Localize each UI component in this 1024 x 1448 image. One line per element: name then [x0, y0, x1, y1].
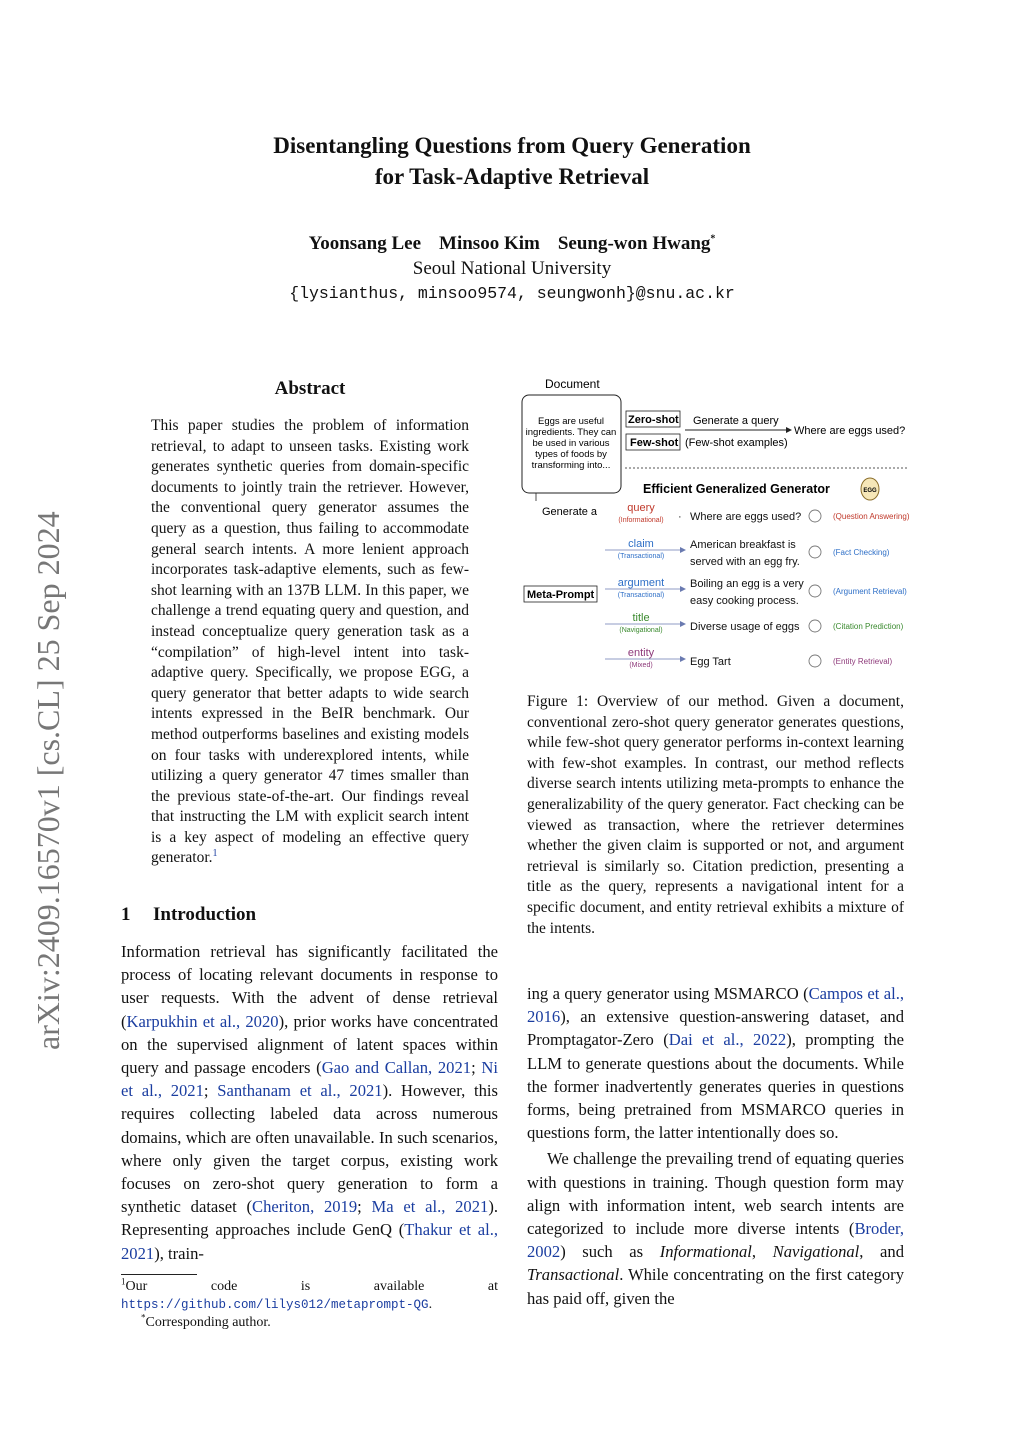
intro-text: ; [357, 1197, 372, 1217]
task-label: (Argument Retrieval) [833, 587, 907, 596]
doc-line: types of foods by [535, 449, 607, 460]
intro-text: ), train- [154, 1243, 204, 1263]
intro-right-column [527, 982, 904, 1310]
abstract-body [151, 416, 469, 869]
citation-link[interactable]: Campos et al., 2016 [527, 984, 905, 1027]
paper-title [0, 130, 1024, 192]
chip-icon [809, 655, 821, 667]
author-names [0, 231, 1024, 256]
intro-text: ) such as [560, 1242, 660, 1262]
title-line-1: Disentangling Questions from Query Generation [273, 133, 751, 158]
citation-link[interactable]: Ma et al., 2021 [371, 1197, 489, 1217]
intent-category-label: (Transactional) [617, 592, 665, 599]
abstract-heading: Abstract [274, 378, 346, 399]
doc-line: ingredients. They can [525, 427, 617, 438]
author-2: Minsoo Kim [439, 233, 540, 254]
egg-badge: EGG [863, 488, 877, 494]
footnote-rule [121, 1274, 197, 1275]
row-arrowhead [680, 621, 686, 627]
doc-line: Eggs are useful [537, 416, 605, 427]
author-block [0, 231, 1024, 306]
intro-text: ), prior works have concentrated on the supervised alignment of latent spaces within query and passage encoders ( [121, 1011, 498, 1078]
globe-icon [809, 546, 821, 558]
footnote-2-text: Corresponding author. [145, 1315, 271, 1330]
intent-type-label: claim [628, 538, 654, 550]
section-number: 1 [121, 904, 131, 925]
footnote-1 [121, 1278, 498, 1314]
zero-shot-label: Zero-shot [628, 414, 679, 426]
intro-text: , and [859, 1242, 904, 1262]
intro-paragraph [527, 982, 904, 1144]
meta-prompt-label: Meta-Prompt [527, 589, 595, 601]
speech-icon [809, 585, 821, 597]
question-mark-icon [809, 510, 821, 522]
row-arrow-dot: · [678, 511, 682, 523]
author-3: Seung-won Hwang* [557, 233, 716, 254]
intent-category-label: (Navigational) [619, 627, 663, 634]
intro-text: ). However, this requires collecting labeled data across numerous domains, which are often unavailable. In such scenarios, where only given the target corpus, existing work focuses on zero-shot query generation to form a synthetic dataset ( [121, 1081, 498, 1217]
footnote-ref-1[interactable]: 1 [212, 848, 218, 860]
generate-a-text: Generate a [542, 506, 598, 518]
affiliation: Seoul National University [412, 258, 612, 279]
intro-text: , [751, 1242, 773, 1262]
section-title: Introduction [153, 904, 257, 925]
citation-link[interactable]: Ni et al., 2021 [121, 1058, 498, 1101]
doc-line: be used in various [532, 438, 610, 449]
task-label: (Entity Retrieval) [833, 657, 893, 666]
intent-category-label: (Informational) [618, 517, 664, 524]
intent-type-label: argument [617, 577, 665, 589]
citation-link[interactable]: Broder, 2002 [527, 1219, 904, 1262]
citation-link[interactable]: Dai et al., 2022 [668, 1030, 787, 1050]
citation-link[interactable]: Gao and Callan, 2021 [321, 1058, 472, 1078]
intro-left-column [121, 940, 498, 1265]
citation-link[interactable]: Thakur et al., 2021 [121, 1220, 498, 1263]
generated-query-text: easy cooking process. [690, 595, 799, 607]
intent-navigational: Navigational [772, 1242, 860, 1262]
footnote-2-mark: * [141, 1312, 146, 1323]
footnote-1-end: . [428, 1297, 433, 1312]
generated-query-text: served with an egg fry. [690, 556, 800, 568]
intro-text: ). Representing approaches include GenQ ( [121, 1197, 498, 1240]
generated-query-text: Boiling an egg is a very [690, 578, 804, 590]
footnote-1-mark: 1 [121, 1276, 126, 1287]
task-label: (Citation Prediction) [833, 622, 904, 631]
intro-text: ), prompting the LLM to generate questions about the documents. While the former inadvertently generates queries in questions forms, being pretrained from MSMARCO queries in questions form, the latter intentionally does so. [527, 1030, 904, 1143]
egg-title: Efficient Generalized Generator [643, 482, 830, 496]
intro-text: ing a query generator using MSMARCO ( [527, 984, 809, 1003]
footnote-1-text: Our code is available at [125, 1279, 498, 1294]
intro-text: Information retrieval has significantly facilitated the process of locating relevant documents in response to user requests. With the advent of dense retrieval ( [121, 942, 498, 1031]
intent-rows [605, 502, 910, 669]
generate-query-text: Generate a query [693, 415, 779, 427]
row-arrowhead [680, 547, 686, 553]
document-icon [809, 620, 821, 632]
intro-text: ), an extensive question-answering dataset, and Promptagator-Zero ( [527, 1007, 904, 1050]
corresponding-mark: * [710, 233, 716, 245]
section-heading-introduction [121, 904, 256, 926]
intent-type-label: entity [627, 647, 655, 659]
citation-link[interactable]: Karpukhin et al., 2020 [126, 1011, 279, 1031]
generated-query-text: Egg Tart [690, 656, 731, 668]
doc-text [526, 416, 617, 471]
intro-text: ; [203, 1081, 218, 1101]
intent-category-label: (Mixed) [629, 662, 653, 669]
doc-label: Document [545, 377, 600, 391]
abstract-text: This paper studies the problem of information retrieval, to adapt to unseen tasks. Existing work generates synthetic queries from domain-specific documents to jointly train the retriever. However, the conventional query generator assumes the query as a question, thus failing to accommodate general search intents. A more lenient approach incorporates task-adaptive elements, such as few-shot learning with an 137B LLM. In this paper, we challenge a trend equating query and question, and instead conceptualize query generation task as a “compilation” of high-level intent into task-adaptive query. Specifically, we propose EGG, a query generator that better adapts to wide search intents expressed in the BeIR benchmark. Our method outperforms baselines and existing models on four tasks with underexplored intents, while utilizing a query generator 47 times smaller than the previous state-of-the-art. Our findings reveal that instructing the LM with explicit search intent is a key aspect of modeling an effective query generator. [151, 417, 469, 867]
generated-query-text: Where are eggs used? [690, 511, 802, 523]
citation-link[interactable]: Santhanam et al., 2021 [217, 1081, 383, 1101]
intro-text: We challenge the prevailing trend of equating queries with questions in training. Though question form may align with information intent, web search intents are categorized to include more diverse intents ( [527, 1149, 904, 1239]
task-label: (Fact Checking) [833, 548, 890, 557]
generated-query-text: Diverse usage of eggs [690, 621, 800, 633]
citation-link[interactable]: Cheriton, 2019 [252, 1197, 358, 1217]
figure-1-caption: Figure 1: Overview of our method. Given a document, conventional zero-shot query generator generates questions, while few-shot query generator performs in-context learning with few-shot examples. In contrast, our method reflects diverse search intents utilizing meta-prompts to enhance the generalizability of the query generator. Fact checking can be viewed as transaction, where the retriever determines whether the given claim is supported or not, and argument retrieval is similarly so. Citation prediction, presenting a title as the query, represents a navigational intent for a specific document, and entity retrieval exhibits a mixture of the intents. [527, 693, 904, 937]
footnotes [121, 1278, 498, 1332]
intent-transactional: Transactional [527, 1265, 620, 1285]
arxiv-stamp: arXiv:2409.16570v1 [cs.CL] 25 Sep 2024 [30, 511, 66, 1050]
intro-text: . While concentrating on the first category has paid off, given the [527, 1265, 904, 1308]
arrowhead [786, 427, 792, 433]
doc-line: transforming into... [531, 460, 611, 471]
row-arrowhead [680, 586, 686, 592]
intent-type-label: title [632, 612, 650, 624]
task-label: (Question Answering) [833, 512, 910, 521]
generated-query-text: American breakfast is [690, 539, 796, 551]
intent-informational: Informational [659, 1242, 752, 1262]
few-shot-examples-text: (Few-shot examples) [685, 437, 788, 449]
footnote-2 [121, 1314, 498, 1332]
github-link[interactable]: https://github.com/lilys012/metaprompt-QG [121, 1298, 429, 1312]
intent-category-label: (Transactional) [617, 553, 665, 560]
author-emails: {lysianthus, minsoo9574, seungwonh}@snu.ac.kr [289, 284, 735, 303]
intent-type-label: query [627, 502, 655, 514]
intro-paragraph [527, 1147, 904, 1309]
figure-1-diagram [515, 373, 915, 683]
author-1: Yoonsang Lee [308, 233, 422, 254]
few-shot-label: Few-shot [630, 437, 679, 449]
row-arrowhead [680, 656, 686, 662]
zero-shot-output: Where are eggs used? [794, 425, 906, 437]
intro-text: ; [471, 1058, 482, 1078]
title-line-2: for Task-Adaptive Retrieval [374, 164, 650, 189]
